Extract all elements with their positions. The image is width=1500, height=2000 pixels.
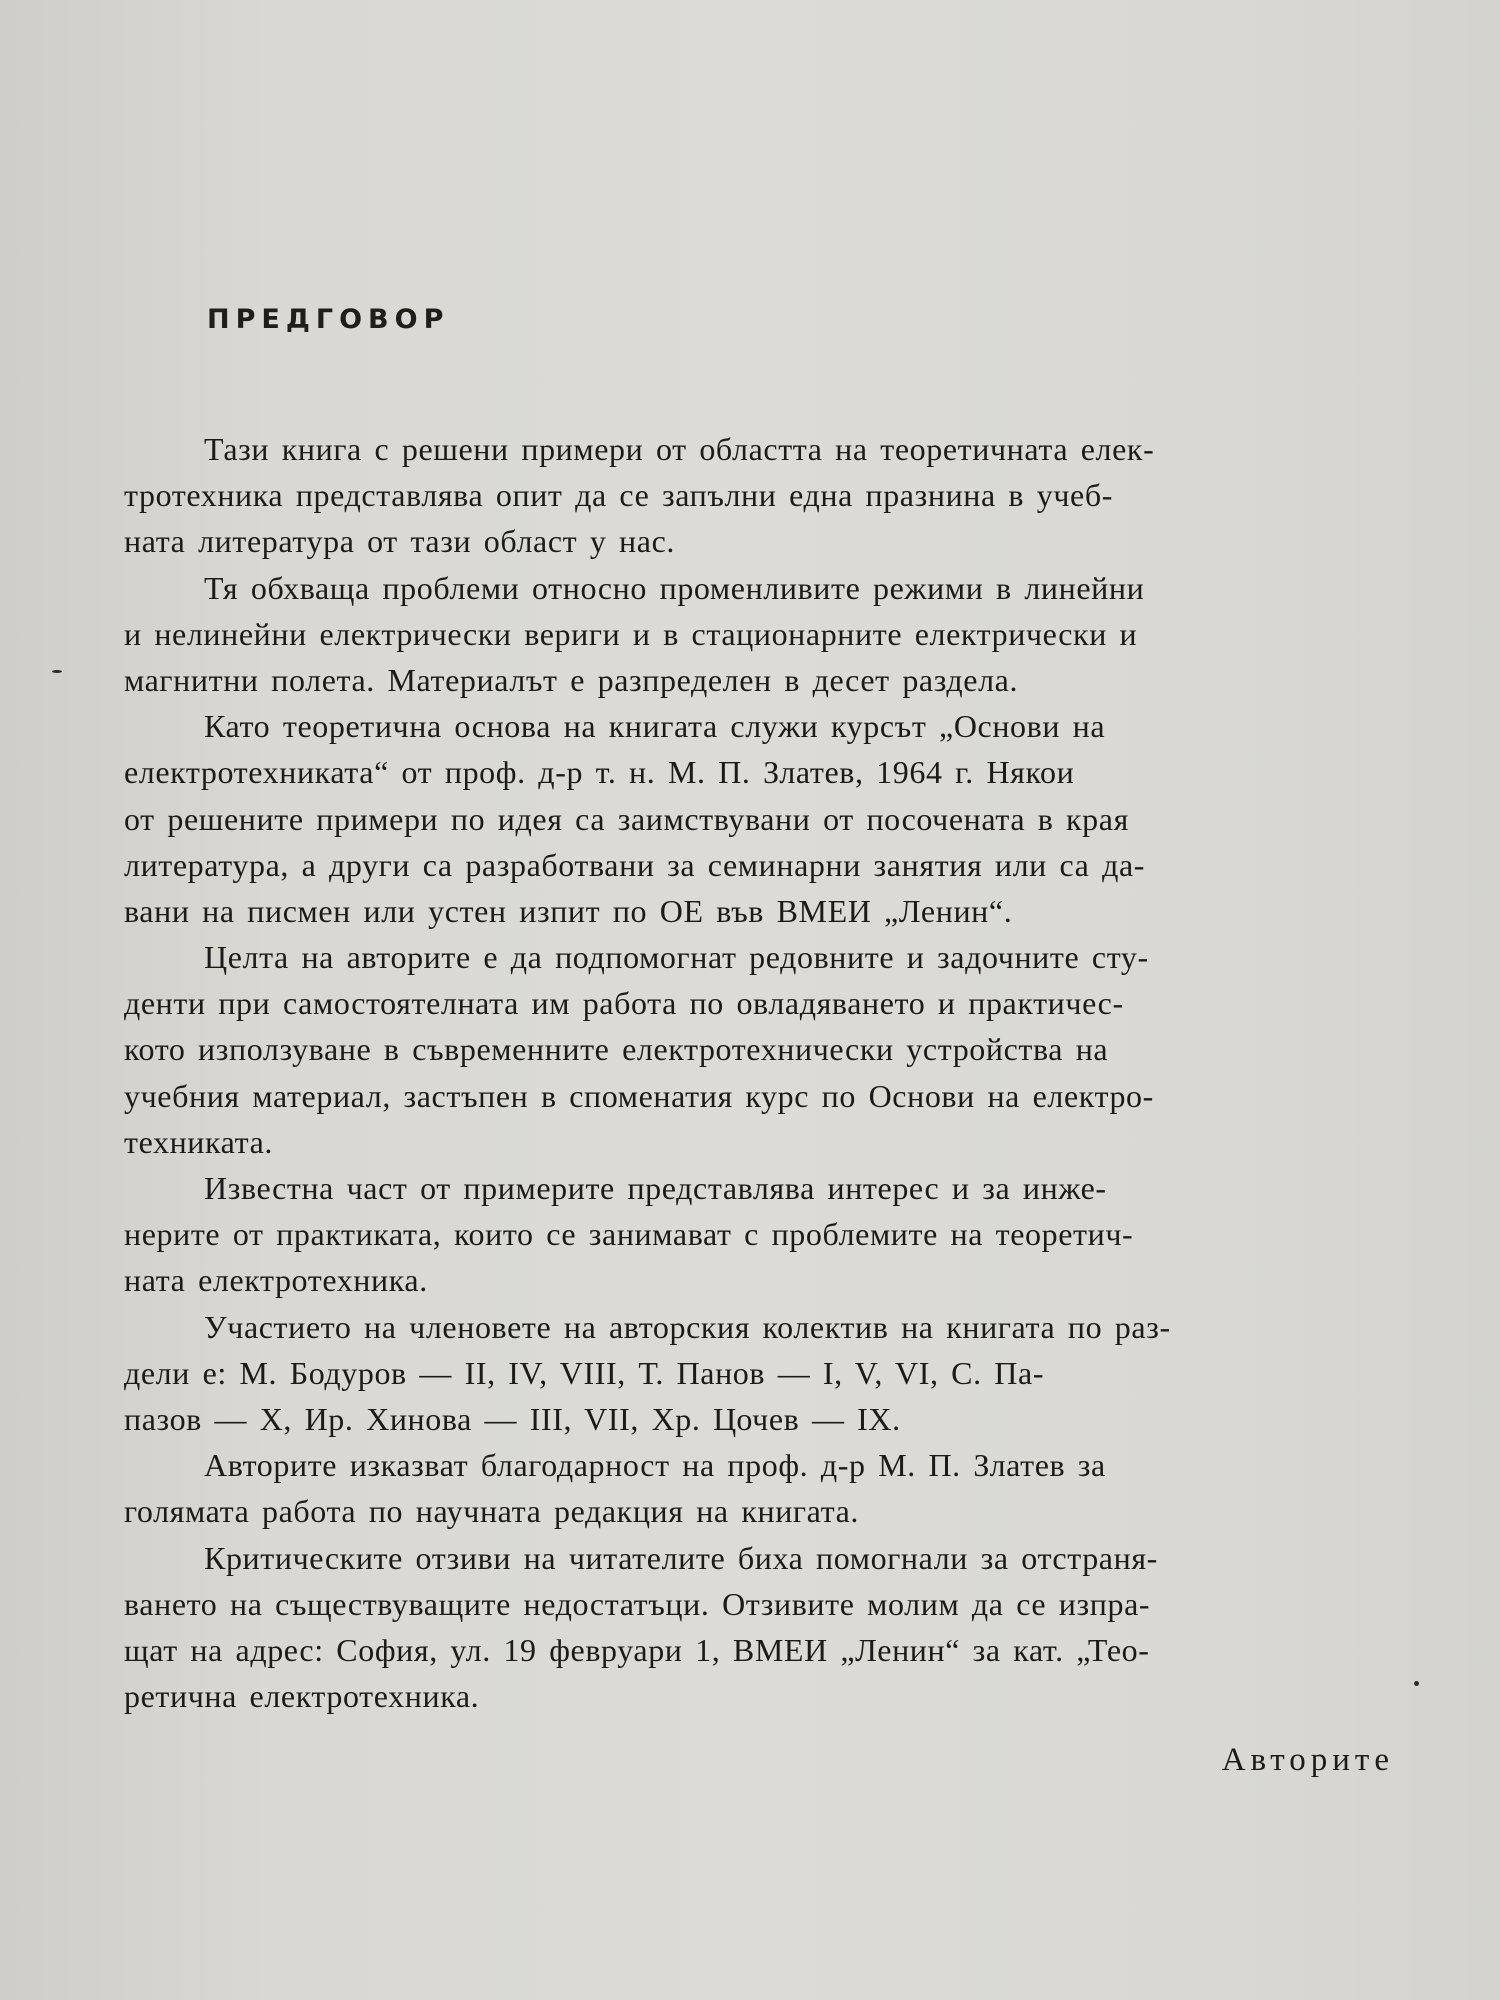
text-line: Критическите отзиви на читателите биха помогнали за отстраня- <box>204 1539 1158 1576</box>
ink-speck <box>1414 1681 1419 1686</box>
text-line: нерите от практиката, които се занимават с проблемите на теоретич- <box>124 1216 1134 1253</box>
text-line: вани на писмен или устен изпит по ОЕ във ВМЕИ „Ленин“. <box>124 892 1013 929</box>
text-line: дели е: М. Бодуров — II, IV, VIII, Т. Панов — I, V, VI, С. Па- <box>124 1354 1045 1391</box>
text-line: ната електротехника. <box>124 1262 428 1299</box>
preface-text <box>124 426 1394 1719</box>
text-line: учебния материал, застъпен в споменатия курс по Основи на електро- <box>124 1077 1154 1114</box>
text-line: кото използуване в съвременните електротехнически устройства на <box>124 1031 1109 1068</box>
text-line: Като теоретична основа на книгата служи курсът „Основи на <box>204 708 1106 745</box>
text-line: денти при самостоятелната им работа по овладяването и практичес- <box>124 985 1124 1022</box>
text-line: ването на съществуващите недостатъци. Отзивите молим да се изпра- <box>124 1585 1151 1622</box>
text-line: Известна част от примерите представлява интерес и за инже- <box>204 1170 1107 1206</box>
text-line: Участието на членовете на авторския колектив на книгата по раз- <box>204 1308 1171 1345</box>
text-line: литература, а други са разработвани за семинарни занятия или са да- <box>124 846 1146 883</box>
text-line: електротехниката“ от проф. д-р т. н. М. П. Златев, 1964 г. Някои <box>124 754 1075 791</box>
text-line: Целта на авторите е да подпомогнат редовните и задочните сту- <box>204 939 1149 976</box>
text-line: ната литература от тази област у нас. <box>124 523 675 560</box>
text-line: и нелинейни електрически вериги и в стационарните електрически и <box>124 615 1138 652</box>
text-line: щат на адрес: София, ул. 19 февруари 1, ВМЕИ „Ленин“ за кат. „Тео- <box>124 1631 1150 1668</box>
text-line: Тя обхваща проблеми относно променливите режими в линейни <box>204 569 1145 606</box>
ink-speck <box>52 670 62 673</box>
text-line: тротехника представлява опит да се запълни една празнина в учеб- <box>124 477 1113 514</box>
text-line: магнитни полета. Материалът е разпределен в десет раздела. <box>124 661 1019 698</box>
signature-authors: Авторите <box>1221 1742 1394 1778</box>
text-line: от решените примери по идея са заимствувани от посочената в края <box>124 800 1129 837</box>
text-line: голямата работа по научната редакция на книгата. <box>124 1493 860 1530</box>
text-line: техниката. <box>124 1123 274 1160</box>
text-line: Авторите изказват благодарност на проф. д-р М. П. Златев за <box>204 1447 1106 1484</box>
text-line: Тази книга с решени примери от областта на теоретичната елек- <box>204 431 1155 467</box>
page-heading: ПРЕДГОВОР <box>207 304 450 335</box>
text-line: пазов — Х, Ир. Хинова — III, VII, Хр. Цочев — IX. <box>124 1400 901 1437</box>
text-line: ретична електротехника. <box>124 1678 480 1715</box>
